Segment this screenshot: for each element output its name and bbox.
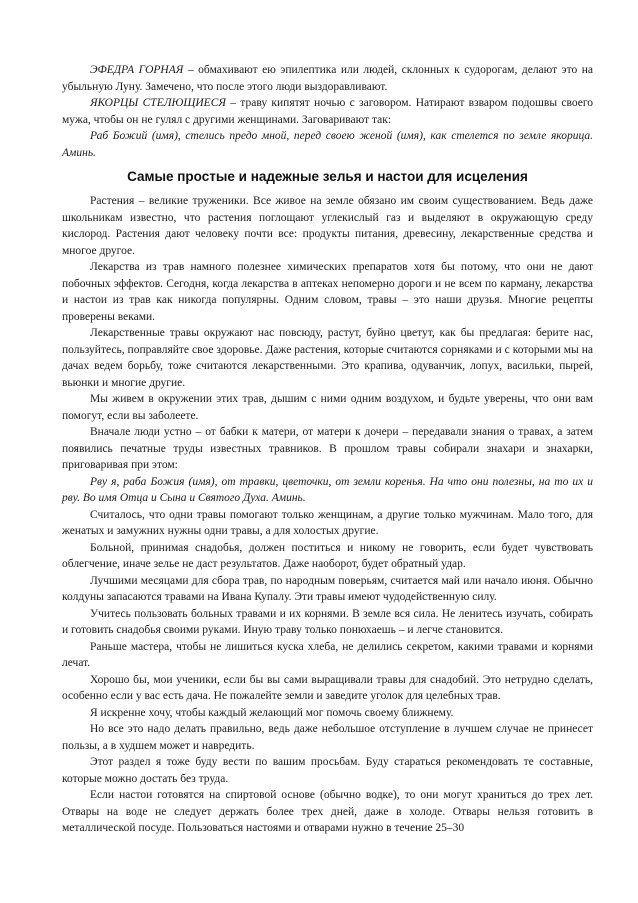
body-paragraph: Но все это надо делать правильно, ведь даже небольшое отступление в лучшем случае не принесет пользы, а в худшем может и навредить. bbox=[62, 723, 593, 752]
body-paragraph: Вначале люди устно – от бабки к матери, от матери к дочери – передавали знания о травах, а затем появились печатные труды известных травников. В прошлом травы собирали знахари и знахарки, приговаривая при этом: bbox=[62, 426, 593, 471]
body-paragraph: Хорошо бы, мои ученики, если бы вы сами выращивали травы для снадобий. Это нетрудно сделать, особенно если у вас есть дача. Не пожалейте земли и заведите уголок для целебных трав. bbox=[62, 673, 593, 702]
body-paragraph: Если настои готовятся на спиртовой основе (обычно водке), то они могут храниться до трех лет. Отвары на воде не следует держать более трех дней, даже в холоде. Отвары нельзя готовить в металлической посуде. Пользоваться настоями и отварами нужно в течение 25–30 bbox=[62, 789, 593, 834]
body-paragraph: Считалось, что одни травы помогают только женщинам, а другие только мужчинам. Мало того, для женатых и замужних нужны одни травы, а для холостых другие. bbox=[62, 508, 593, 537]
body-paragraph: Учитесь пользовать больных травами и их корнями. В земле вся сила. Не ленитесь изучать, собирать и готовить снадобья своими руками. Иную траву только понюхаешь – и легче становится. bbox=[62, 607, 593, 636]
intro-paragraph-tribulus bbox=[62, 95, 593, 128]
body-paragraph: Растения – великие труженики. Все живое на земле обязано им своим существованием. Ведь даже школьникам известно, что растения поглощают углекислый газ и выделяют в окружающую среду кислород. Растения дают человеку почти все: продукты питания, древесину, лекарственные средства и многое другое. bbox=[62, 195, 593, 257]
body-paragraph: Больной, принимая снадобья, должен поститься и никому не говорить, если будет чувствовать облегчение, иначе зелье не даст результатов. Даже наоборот, будет обратный удар. bbox=[62, 541, 593, 570]
body-paragraph: Лучшими месяцами для сбора трав, по народным поверьям, считается май или начало июня. Обычно колдуны запасаются травами на Ивана Купалу. Эти травы имеют чудодейственную силу. bbox=[62, 574, 593, 603]
body-paragraph: Этот раздел я тоже буду вести по вашим просьбам. Буду стараться рекомендовать те составные, которые можно достать без труда. bbox=[62, 756, 593, 785]
body-paragraph: Раньше мастера, чтобы не лишиться куска хлеба, не делились секретом, какими травами и корнями лечат. bbox=[62, 640, 593, 669]
intro-incantation: Раб Божий (имя), стелись предо мной, перед своею женой (имя), как стелется по земле якорица. Аминь. bbox=[62, 130, 593, 159]
body-paragraph: Лекарства из трав намного полезнее химических препаратов хотя бы потому, что они не дают побочных эффектов. Сегодня, когда лекарства в аптеках непомерно дороги и не всем по карману, лекарства и настои из трав как никогда популярны. Одним словом, травы – это наши друзья. Многие рецепты проверены веками. bbox=[62, 261, 593, 323]
plant-name-tribulus: ЯКОРЦЫ СТЕЛЮЩИЕСЯ bbox=[90, 97, 226, 109]
plant-name-ephedra: ЭФЕДРА ГОРНАЯ bbox=[90, 64, 184, 76]
body-paragraph: Я искренне хочу, чтобы каждый желающий мог помочь своему ближнему. bbox=[90, 706, 454, 719]
ephedra-description: – обмахивают ею эпилептика или людей, склонных к судорогам, делают это на убыльную Луну. Замечено, что после этого люди выздоравливают. bbox=[62, 64, 593, 93]
section-heading: Самые простые и надежные зелья и настои для исцеления bbox=[127, 169, 528, 184]
body-paragraph: Лекарственные травы окружают нас повсюду, растут, буйно цветут, как бы предлагая: берите нас, пользуйтесь, поправляйте свое здоровье. Даже растения, которые считаются сорняками и с которыми мы на дачах ведем борьбу, тоже считаются лекарственными. Это крапива, одуванчик, лопух, васильки, пырей, вьюнки и многие другие. bbox=[62, 327, 593, 389]
body-paragraph: Мы живем в окружении этих трав, дышим с ними одним воздухом, и будьте уверены, что они вам помогут, если вы заболеете. bbox=[62, 393, 593, 422]
intro-paragraph-ephedra bbox=[62, 62, 593, 95]
tribulus-description: – траву кипятят ночью с заговором. Натирают взваром подошвы своего мужа, чтобы он не гулял с другими женщинами. Заговаривают так: bbox=[62, 97, 593, 126]
document-page bbox=[62, 62, 593, 837]
herbalist-incantation: Рву я, раба Божия (имя), от травки, цветочки, от земли коренья. На что они полезны, на то их и рву. Во имя Отца и Сына и Святого Духа. Аминь. bbox=[62, 475, 593, 504]
